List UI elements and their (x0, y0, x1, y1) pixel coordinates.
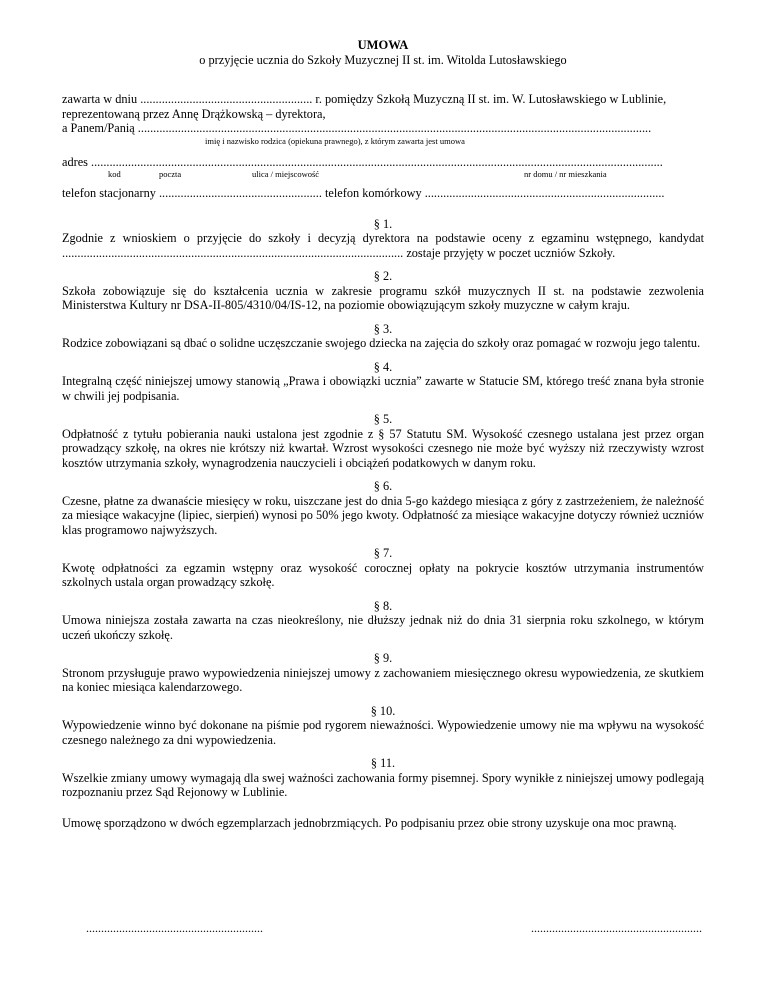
caption-nr: nr domu / nr mieszkania (524, 169, 607, 179)
section-text: Umowa niniejsza została zawarta na czas nieokreślony, nie dłuższy jednak niż do dnia 31 sierpnia roku szkolnego, w którym uczeń ukończy szkołę. (62, 613, 704, 642)
section-number: § 6. (373, 479, 393, 493)
address-line: adres .......................................................................................................................................................................................... (62, 154, 663, 169)
section-number: § 4. (373, 359, 393, 374)
section-text: Kwotę odpłatności za egzamin wstępny oraz wysokość corocznej opłaty na pokrycie kosztów utrzymania instrumentów szkolnych ustala organ prowadzący szkołę. (62, 560, 704, 589)
signature-line-left: ........................................................... (86, 921, 263, 935)
phone-line: telefon stacjonarny ..................................................... telefon komórkowy .............................................................................. (62, 186, 665, 200)
signature-line-right: ......................................................... (531, 921, 702, 935)
section-text: Odpłatność z tytułu pobierania nauki ustalona jest zgodnie z § 57 Statutu SM. Wysokość czesnego ustalana jest przez organ prowadzący szkołę, na okres nie krótszy niż kwartał. Wzrost wysokości czesnego nie może być wyższy niż rzeczywisty wzrost kosztów utrzymania szkoły, wynagrodzenia nauczycieli i obciążeń podatkowych w danym roku. (62, 426, 704, 470)
closing-paragraph: Umowę sporządzono w dwóch egzemplarzach jednobrzmiących. Po podpisaniu przez obie strony uzyskuje ona moc prawną. (62, 815, 677, 830)
section-number: § 10. (370, 703, 396, 718)
address-captions (62, 169, 704, 180)
caption-parent-name: imię i nazwisko rodzica (opiekuna prawnego), z którym zawarta jest umowa (205, 135, 465, 146)
caption-kod: kod (108, 169, 121, 179)
section-text: Zgodnie z wnioskiem o przyjęcie do szkoły i decyzją dyrektora na podstawie oceny z egzaminu wstępnego, kandydat ............................................................................................................... zostaje przyjęty w poczet uczniów Szkoły. (62, 231, 704, 260)
caption-poczta: poczta (159, 169, 182, 179)
section-number: § 5. (373, 412, 393, 426)
intro-representative-line: reprezentowaną przez Annę Drążkowską – dyrektora, (62, 106, 326, 121)
section-text: Wszelkie zmiany umowy wymagają dla swej ważności zachowania formy pisemnej. Spory wynikłe z niniejszej umowy podlegają rozpoznaniu przez Sąd Rejonowy w Lublinie. (62, 770, 704, 799)
section-text: Szkoła zobowiązuje się do kształcenia ucznia w zakresie programu szkół muzycznych II st. na podstawie zezwolenia Ministerstwa Kultury nr DSA-II-805/4310/04/IS-12, na poziomie obowiązującym szkoły muzyczne w całym kraju. (62, 283, 704, 312)
contract-document (62, 38, 704, 830)
document-title: UMOWA (357, 38, 409, 52)
section-number: § 9. (373, 651, 393, 665)
section-text: Rodzice zobowiązani są dbać o solidne uczęszczanie swojego dziecka na zajęcia do szkoły oraz pomagać w rozwoju jego talentu. (62, 336, 701, 350)
section-number: § 8. (373, 598, 393, 613)
section-text: Czesne, płatne za dwanaście miesięcy w roku, uiszczane jest do dnia 5-go każdego miesiąca z góry z zastrzeżeniem, że należność za miesiące wakacyjne (lipiec, sierpień) wynosi po 50% jego kwoty. Odpłatność za miesiące wakacyjne dotyczy również uczniów klas programowo najwyższych. (62, 493, 704, 537)
intro-date-line: zawarta w dniu ........................................................ r. pomiędzy Szkołą Muzyczną II st. im. W. Lutosławskiego w Lublinie, (62, 92, 667, 106)
section-number: § 3. (373, 321, 393, 336)
section-number: § 1. (373, 216, 393, 231)
section-number: § 7. (373, 546, 393, 560)
caption-ulica: ulica / miejscowość (252, 169, 320, 179)
intro-parent-line: a Panem/Panią ....................................................................................................................................................................... (62, 121, 652, 135)
sections-list (62, 217, 704, 800)
document-subtitle: o przyjęcie ucznia do Szkoły Muzycznej II st. im. Witolda Lutosławskiego (199, 52, 567, 67)
section-number: § 11. (370, 756, 396, 770)
section-number: § 2. (373, 269, 393, 283)
section-text: Stronom przysługuje prawo wypowiedzenia niniejszej umowy z zachowaniem miesięcznego okresu wypowiedzenia, ze skutkiem na koniec miesiąca kalendarzowego. (62, 665, 704, 694)
section-text: Wypowiedzenie winno być dokonane na piśmie pod rygorem nieważności. Wypowiedzenie umowy nie ma wpływu na wysokość czesnego należnego za dni wypowiedzenia. (62, 718, 704, 747)
section-text: Integralną część niniejszej umowy stanowią „Prawa i obowiązki ucznia” zawarte w Statucie SM, którego treść znana była stronie w chwili jej podpisania. (62, 374, 704, 403)
